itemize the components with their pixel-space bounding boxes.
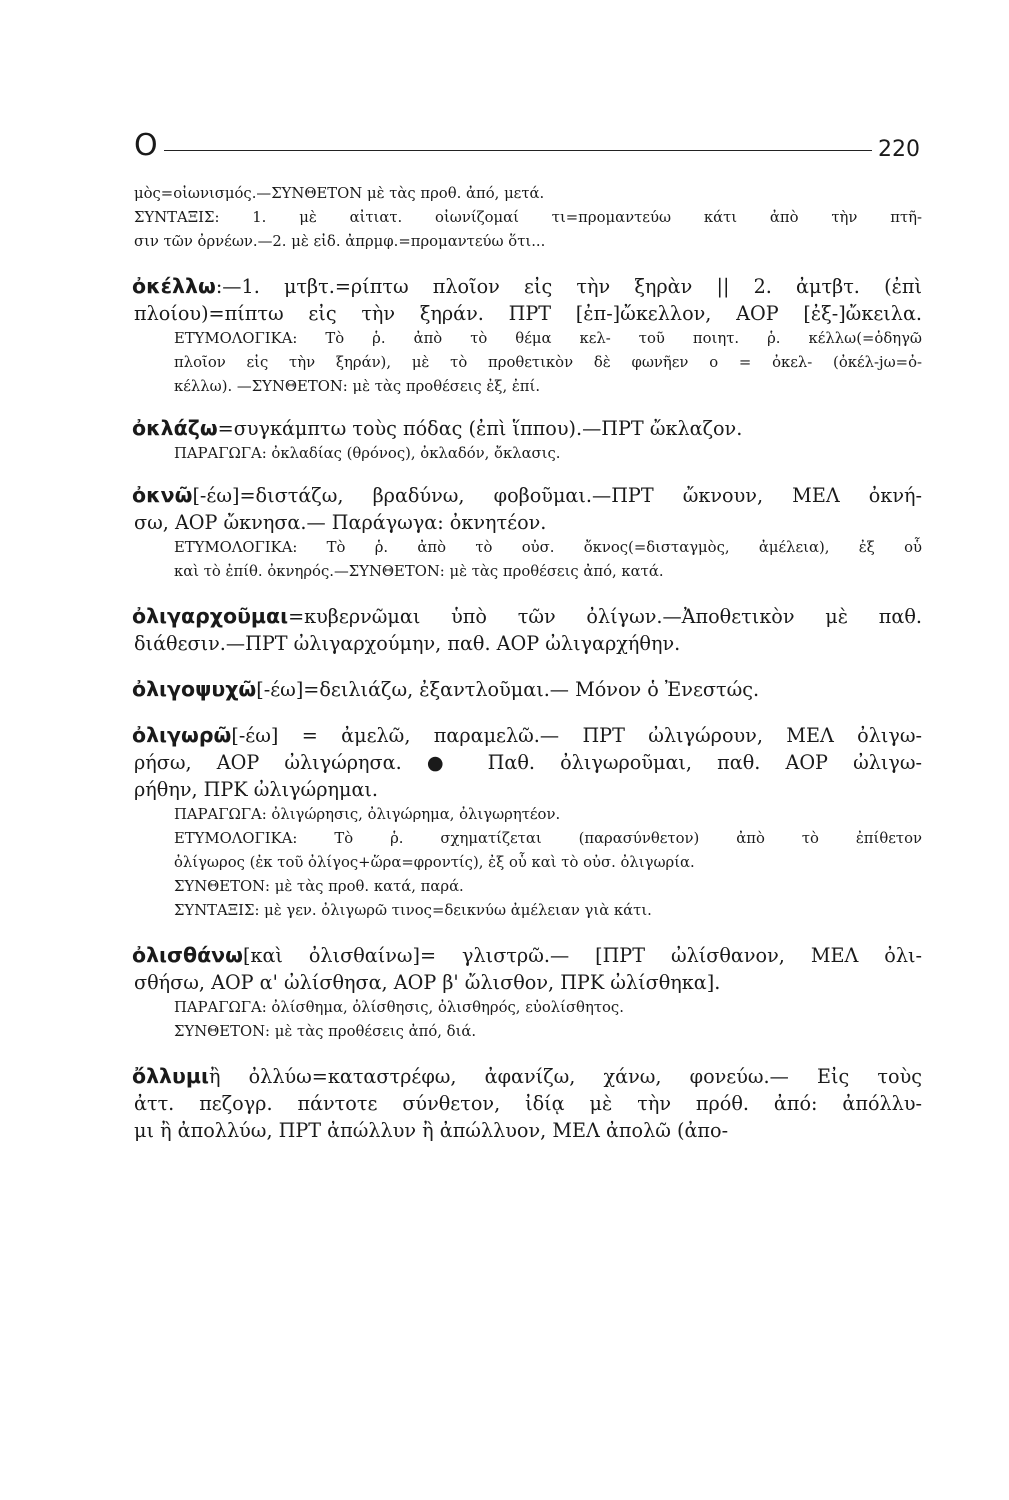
entry-text: =συγκάμπτω τοὺς πόδας (ἐπὶ ἵππου).—ΠΡΤ ὤκλαζον. <box>217 417 743 440</box>
entry-text: ΣΥΝΤΑΞΙΣ: μὲ γεν. ὀλιγωρῶ τινος=δεικνύω ἀμέλειαν γιὰ κάτι. <box>174 902 652 919</box>
entry-lemma: ὄλλυμι <box>132 1064 209 1088</box>
entry-lemma: ὀλισθάνω <box>132 943 243 967</box>
entry-text-line <box>132 182 922 206</box>
entry-text: ΕΤΥΜΟΛΟΓΙΚΑ: Τὸ ῥ. σχηματίζεται (παρασύνθετον) ἀπὸ τὸ ἐπίθετον <box>174 830 922 847</box>
entry-text-line <box>132 327 922 351</box>
entry-text: καὶ τὸ ἐπίθ. ὀκνηρός.—ΣΥΝΘΕΤΟΝ: μὲ τὰς προθέσεις ἀπό, κατά. <box>174 563 664 580</box>
entry-text: ἢ ὀλλύω=καταστρέφω, ἀφανίζω, χάνω, φονεύω.— Εἰς τοὺς <box>208 1065 922 1088</box>
entry-text-line <box>132 442 922 466</box>
entry-headword-line <box>132 676 922 703</box>
entry-text: ΕΤΥΜΟΛΟΓΙΚΑ: Τὸ ῥ. ἀπὸ τὸ οὐσ. ὄκνος(=δισταγμὸς, ἀμέλεια), ἐξ οὗ <box>174 539 922 556</box>
page-header <box>134 128 920 172</box>
entry-text-line <box>132 1020 922 1044</box>
entry-text-line <box>132 749 922 776</box>
entry-lemma: ὀλιγαρχοῦμαι <box>132 604 289 628</box>
entry-text: μὸς=οἰωνισμός.—ΣΥΝΘΕΤΟΝ μὲ τὰς προθ. ἀπό, μετά. <box>134 185 545 202</box>
entry-text: ΣΥΝΘΕΤΟΝ: μὲ τὰς προθέσεις ἀπό, διά. <box>174 1023 477 1040</box>
entry-headword-line <box>132 942 922 969</box>
entry-text: [-έω] = ἀμελῶ, παραμελῶ.— ΠΡΤ ὠλιγώρουν, ΜΕΛ ὀλιγω- <box>231 724 922 747</box>
entry-text-line <box>132 851 922 875</box>
entry-text: σω, ΑΟΡ ὤκνησα.— Παράγωγα: ὀκνητέον. <box>134 511 547 534</box>
entry-text-line <box>132 351 922 375</box>
entry-text: πλοῖον εἰς τὴν ξηράν), μὲ τὸ προθετικὸν δὲ φωνῆεν ο = ὀκελ- (ὀκέλ-jω=ὀ- <box>174 354 922 371</box>
entry-headword-line <box>132 415 922 442</box>
entry-text: ΕΤΥΜΟΛΟΓΙΚΑ: Τὸ ῥ. ἀπὸ τὸ θέμα κελ- τοῦ ποιητ. ῥ. κέλλω(=ὁδηγῶ <box>174 330 922 347</box>
dictionary-entries <box>132 182 922 1144</box>
entry-headword-line <box>132 482 922 509</box>
entry-text: ΠΑΡΑΓΩΓΑ: ὀκλαδίας (θρόνος), ὀκλαδόν, ὄκλασις. <box>174 445 561 462</box>
entry-text-line <box>132 1090 922 1117</box>
entry-text-line <box>132 899 922 923</box>
entry-text-line <box>132 206 922 230</box>
entry-text: ρήθην, ΠΡΚ ὠλιγώρημαι. <box>134 778 379 801</box>
entry-text: σιν τῶν ὀρνέων.—2. μὲ εἰδ. ἀπρμφ.=προμαντεύω ὅτι... <box>134 233 546 250</box>
entry-text: ΣΥΝΘΕΤΟΝ: μὲ τὰς προθ. κατά, παρά. <box>174 878 464 895</box>
entry-text: διάθεσιν.—ΠΡΤ ὠλιγαρχούμην, παθ. ΑΟΡ ὠλιγαρχήθην. <box>134 632 681 655</box>
entry-text-line <box>132 803 922 827</box>
entry-headword-line <box>132 603 922 630</box>
entry-text: ΠΑΡΑΓΩΓΑ: ὀλίσθημα, ὀλίσθησις, ὀλισθηρός, εὐολίσθητος. <box>174 999 624 1016</box>
entry-text: [-έω]=δειλιάζω, ἐξαντλοῦμαι.— Μόνον ὁ Ἐνεστώς. <box>256 678 760 701</box>
entry-text-line <box>132 630 922 657</box>
entry-text-line <box>132 969 922 996</box>
entry-text: μι ἢ ἀπολλύω, ΠΡΤ ἀπώλλυν ἢ ἀπώλλυον, ΜΕΛ ἀπολῶ (ἀπο- <box>134 1119 729 1142</box>
entry-text-line <box>132 560 922 584</box>
entry-text-line <box>132 509 922 536</box>
header-rule <box>164 150 872 151</box>
entry-text: ΣΥΝΤΑΞΙΣ: 1. μὲ αἰτιατ. οἰωνίζομαί τι=προμαντεύω κάτι ἀπὸ τὴν πτῆ- <box>134 209 922 226</box>
entry-headword-line <box>132 722 922 749</box>
entry-text: πλοίου)=πίπτω εἰς τὴν ξηράν. ΠΡΤ [ἐπ-]ὤκελλον, ΑΟΡ [ἐξ-]ὤκειλα. <box>134 302 922 325</box>
entry-text: σθήσω, ΑΟΡ α' ὠλίσθησα, ΑΟΡ β' ὤλισθον, ΠΡΚ ὠλίσθηκα]. <box>134 971 721 994</box>
entry-lemma: ὀλιγωρῶ <box>132 723 232 747</box>
entry-text-line <box>132 1117 922 1144</box>
entry-text-line <box>132 230 922 254</box>
section-letter: Ο <box>134 128 158 163</box>
entry-lemma: ὀλιγοψυχῶ <box>132 677 257 701</box>
entry-text: =κυβερνῶμαι ὑπὸ τῶν ὀλίγων.—Ἀποθετικὸν μὲ παθ. <box>288 605 922 628</box>
entry-text: ρήσω, ΑΟΡ ὠλιγώρησα. ● Παθ. ὀλιγωροῦμαι, παθ. ΑΟΡ ὠλιγω- <box>134 751 922 774</box>
entry-text: ἀττ. πεζογρ. πάντοτε σύνθετον, ἰδίᾳ μὲ τὴν πρόθ. ἀπό: ἀπόλλυ- <box>134 1092 922 1115</box>
entry-headword-line <box>132 1063 922 1090</box>
entry-text-line <box>132 827 922 851</box>
entry-text: :—1. μτβτ.=ρίπτω πλοῖον εἰς τὴν ξηρὰν || 2. ἀμτβτ. (ἐπὶ <box>215 275 922 298</box>
entry-text: [-έω]=διστάζω, βραδύνω, φοβοῦμαι.—ΠΡΤ ὤκνουν, ΜΕΛ ὀκνή- <box>192 484 922 507</box>
entry-text-line <box>132 996 922 1020</box>
entry-text: ΠΑΡΑΓΩΓΑ: ὀλιγώρησις, ὀλιγώρημα, ὀλιγωρητέον. <box>174 806 561 823</box>
entry-text: ὀλίγωρος (ἐκ τοῦ ὀλίγος+ὥρα=φροντίς), ἐξ οὗ καὶ τὸ οὐσ. ὀλιγωρία. <box>174 854 695 871</box>
entry-lemma: ὀκνῶ <box>132 483 193 507</box>
entry-text-line <box>132 300 922 327</box>
entry-headword-line <box>132 273 922 300</box>
entry-text-line <box>132 776 922 803</box>
entry-text: κέλλω). —ΣΥΝΘΕΤΟΝ: μὲ τὰς προθέσεις ἐξ, ἐπί. <box>174 378 541 395</box>
entry-text: [καὶ ὀλισθαίνω]= γλιστρῶ.— [ΠΡΤ ὠλίσθανον, ΜΕΛ ὀλι- <box>242 944 922 967</box>
entry-lemma: ὀκλάζω <box>132 416 218 440</box>
entry-text-line <box>132 536 922 560</box>
entry-lemma: ὀκέλλω <box>132 274 216 298</box>
entry-text-line <box>132 875 922 899</box>
page-number: 220 <box>878 137 920 162</box>
entry-text-line <box>132 375 922 399</box>
